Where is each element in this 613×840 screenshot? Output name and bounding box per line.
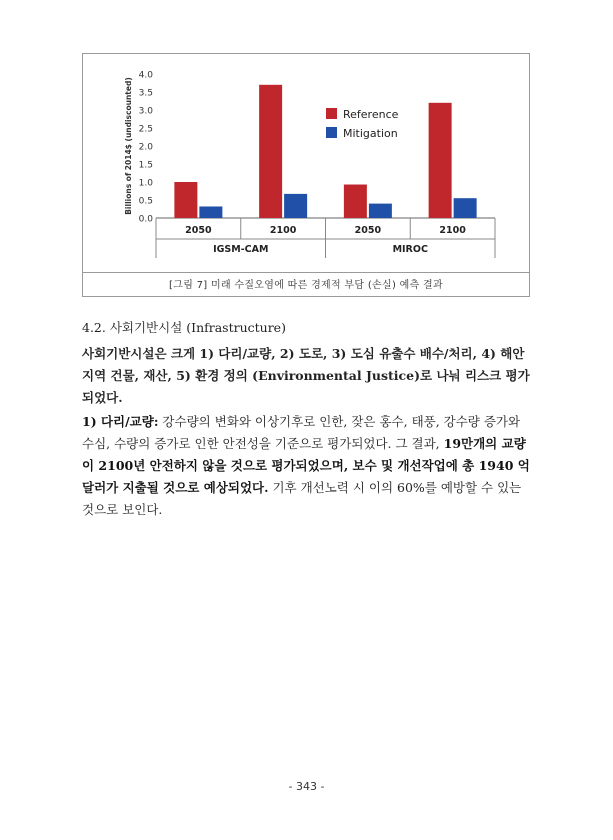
y-tick-label: 2.0	[138, 142, 153, 153]
y-axis-title: Billions of 2014$ (undiscounted)	[124, 77, 133, 215]
bar-reference-3	[344, 185, 367, 218]
legend-swatch-reference	[326, 108, 337, 119]
y-tick-label: 0.5	[138, 196, 153, 207]
x-tick-label: 2100	[269, 225, 297, 236]
x-tick-label: 2050	[354, 225, 382, 236]
figure-caption: [그림 7] 미래 수질오염에 따른 경제적 부담 (손실) 예측 결과	[83, 272, 529, 298]
section-heading: 4.2. 사회기반시설 (Infrastructure)	[82, 320, 286, 335]
group-label: IGSM-CAM	[213, 244, 269, 255]
y-tick-label: 4.0	[138, 70, 153, 81]
bridge-label: 1) 다리/교량:	[82, 414, 159, 429]
bridge-text-2: 기후 개선노력 시 이의 60%를 예방할 수 있는 것으로 보인다.	[82, 480, 522, 517]
y-tick-label: 0.0	[138, 214, 153, 225]
bar-reference-1	[174, 182, 197, 218]
bar-mitigation-1	[199, 206, 222, 218]
bar-reference-4	[429, 103, 452, 218]
bar-mitigation-4	[454, 198, 477, 218]
bar-chart	[83, 54, 531, 272]
y-tick-label: 3.5	[138, 88, 153, 99]
legend-label-reference: Reference	[343, 108, 399, 121]
y-tick-label: 2.5	[138, 124, 153, 135]
legend-label-mitigation: Mitigation	[343, 127, 398, 140]
x-tick-label: 2050	[185, 225, 212, 236]
bar-reference-2	[259, 85, 282, 218]
legend-swatch-mitigation	[326, 127, 337, 138]
bridge-bold-text: 19만개의 교량이 2100년 안전하지 않을 것으로 평가되었으며, 보수 및 개선작업에 총 1940 억 달러가 지출될 것으로 예상되었다.	[82, 436, 530, 495]
y-tick-label: 1.0	[138, 178, 153, 189]
bridge-text-1: 강수량의 변화와 이상기후로 인한, 잦은 홍수, 태풍, 강수량 증가와 수심, 수량의 증가로 인한 안전성을 기준으로 평가되었다. 그 결과,	[82, 414, 521, 451]
figure-box	[82, 53, 530, 297]
chart-area	[83, 54, 531, 272]
bar-mitigation-3	[369, 204, 392, 218]
bar-mitigation-2	[284, 194, 307, 218]
y-tick-label: 1.5	[138, 160, 153, 171]
y-tick-label: 3.0	[138, 106, 153, 117]
bridge-paragraph	[82, 411, 534, 521]
intro-paragraph: 사회기반시설은 크게 1) 다리/교량, 2) 도로, 3) 도심 유출수 배수/처리, 4) 해안지역 건물, 재산, 5) 환경 정의 (Environmental Justice)로 나눠 리스크 평가되었다.	[82, 346, 530, 405]
x-tick-label: 2100	[439, 225, 466, 236]
group-label: MIROC	[392, 244, 428, 255]
page-number: - 343 -	[288, 780, 325, 793]
